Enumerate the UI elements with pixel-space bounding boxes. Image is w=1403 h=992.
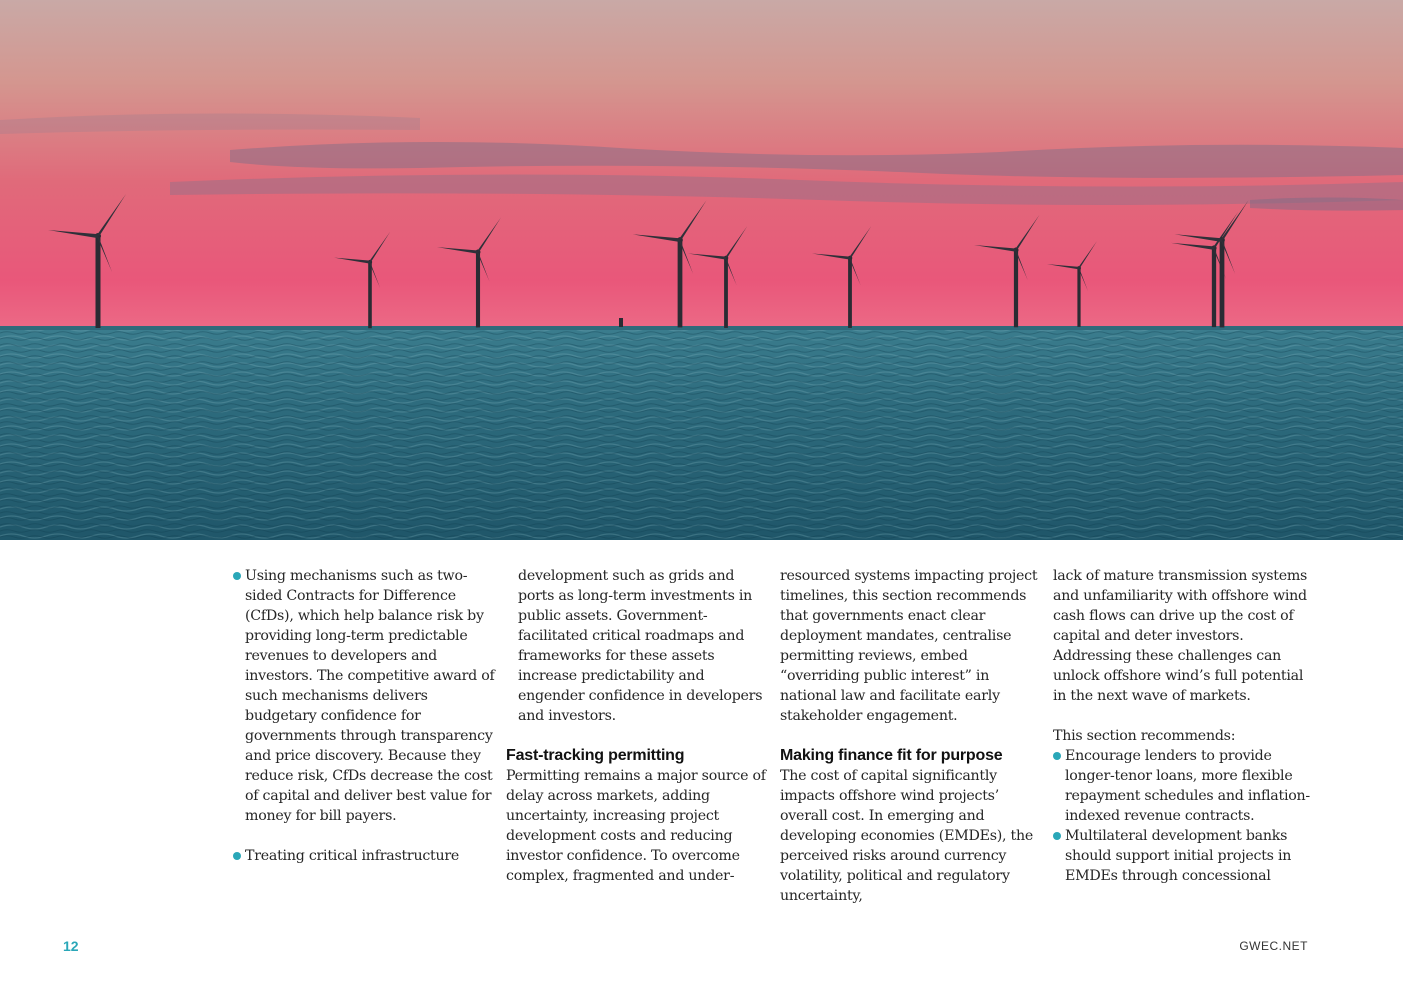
bullet-dot-icon (233, 572, 241, 580)
column-1 (233, 566, 495, 866)
paragraph: This section recommends: (1053, 728, 1236, 744)
list-item-text: Treating critical infrastructure (245, 848, 460, 864)
list-item-text: Multilateral development banks should support initial projects in EMDEs through concessional (1065, 828, 1292, 884)
bullet-dot-icon (233, 852, 241, 860)
list-item-text: Using mechanisms such as two-sided Contracts for Difference (CfDs), which help balance risk by providing long-term predictable revenues to developers and investors. The competitive award of such mechanisms delivers budgetary confidence for governments through transparency and price discovery. Because they reduce risk, CfDs decrease the cost of capital and deliver best value for money for bill payers. (245, 568, 495, 824)
list-item (1053, 826, 1315, 886)
column-2 (506, 566, 768, 886)
section-heading: Fast-tracking permitting (506, 747, 685, 764)
paragraph: Permitting remains a major source of delay across markets, adding uncertainty, increasing project development costs and reducing investor confidence. To overcome complex, fragmented and under- (506, 768, 766, 884)
site-url[interactable]: GWEC.NET (1239, 939, 1308, 953)
column-3 (780, 566, 1042, 906)
paragraph: The cost of capital significantly impacts offshore wind projects’ overall cost. In emerging and developing economies (EMDEs), the perceived risks around currency volatility, political and regulatory uncertainty, (780, 768, 1034, 904)
column-4 (1053, 566, 1315, 886)
list-item (233, 846, 495, 866)
paragraph: development such as grids and ports as long-term investments in public assets. Government-facilitated critical roadmaps and frameworks for these assets increase predictability and engender confidence in developers and investors. (518, 568, 763, 724)
bullet-dot-icon (1053, 832, 1061, 840)
list-item (1053, 746, 1315, 826)
list-item-text: Encourage lenders to provide longer-tenor loans, more flexible repayment schedules and inflation-indexed revenue contracts. (1065, 748, 1310, 824)
paragraph: lack of mature transmission systems and unfamiliarity with offshore wind cash flows can drive up the cost of capital and deter investors. Addressing these challenges can unlock offshore wind’s full potential in the next wave of markets. (1053, 568, 1308, 704)
section-heading: Making finance fit for purpose (780, 747, 1003, 764)
bullet-dot-icon (1053, 752, 1061, 760)
paragraph: resourced systems impacting project timelines, this section recommends that governments enact clear deployment mandates, centralise permitting reviews, embed “overriding public interest” in national law and facilitate early stakeholder engagement. (780, 568, 1038, 724)
page-number: 12 (63, 938, 79, 954)
list-item (233, 566, 495, 826)
